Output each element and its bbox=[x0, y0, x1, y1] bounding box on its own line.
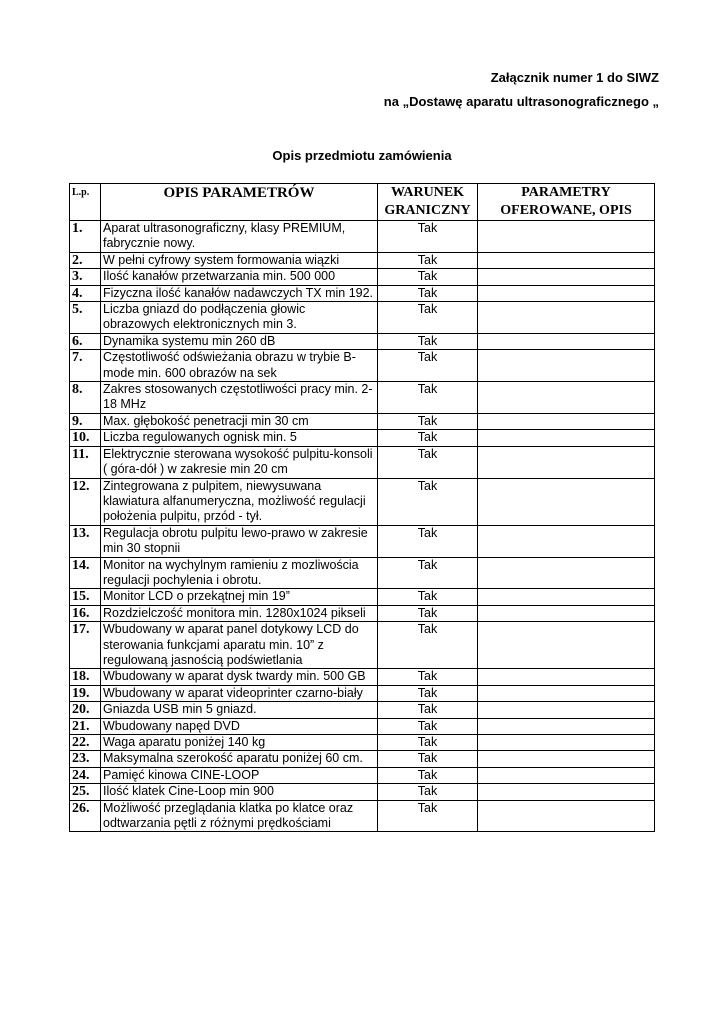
row-number: 23. bbox=[70, 751, 101, 767]
table-row bbox=[70, 413, 655, 429]
table-row bbox=[70, 382, 655, 414]
row-number: 12. bbox=[70, 478, 101, 525]
row-offered-parameters bbox=[478, 800, 655, 832]
row-requirement: Tak bbox=[378, 382, 478, 414]
header-offered-line1: PARAMETRY bbox=[521, 185, 611, 200]
row-description: Zakres stosowanych częstotliwości pracy min. 2-18 MHz bbox=[101, 382, 378, 414]
row-number: 4. bbox=[70, 285, 101, 301]
row-requirement: Tak bbox=[378, 767, 478, 783]
row-offered-parameters bbox=[478, 221, 655, 253]
row-offered-parameters bbox=[478, 350, 655, 382]
table-row bbox=[70, 767, 655, 783]
table-row bbox=[70, 685, 655, 701]
row-description: Max. głębokość penetracji min 30 cm bbox=[101, 413, 378, 429]
row-description: Liczba gniazd do podłączenia głowic obrazowych elektronicznych min 3. bbox=[101, 302, 378, 334]
row-description: Zintegrowana z pulpitem, niewysuwana klawiatura alfanumeryczna, możliwość regulacji położenia pulpitu, przód - tył. bbox=[101, 478, 378, 525]
row-offered-parameters bbox=[478, 382, 655, 414]
specification-table bbox=[69, 183, 655, 832]
row-offered-parameters bbox=[478, 767, 655, 783]
header-lp: L.p. bbox=[70, 184, 101, 221]
table-body bbox=[70, 221, 655, 832]
row-number: 19. bbox=[70, 685, 101, 701]
row-number: 9. bbox=[70, 413, 101, 429]
row-description: Regulacja obrotu pulpitu lewo-prawo w zakresie min 30 stopnii bbox=[101, 525, 378, 557]
row-requirement: Tak bbox=[378, 350, 478, 382]
row-requirement: Tak bbox=[378, 784, 478, 800]
row-number: 8. bbox=[70, 382, 101, 414]
row-offered-parameters bbox=[478, 333, 655, 349]
row-description: Ilość kanałów przetwarzania min. 500 000 bbox=[101, 269, 378, 285]
row-requirement: Tak bbox=[378, 269, 478, 285]
row-description: Monitor na wychylnym ramieniu z mozliwościa regulacji pochylenia i obrotu. bbox=[101, 557, 378, 589]
row-requirement: Tak bbox=[378, 589, 478, 605]
table-row bbox=[70, 702, 655, 718]
table-row bbox=[70, 718, 655, 734]
table-row bbox=[70, 446, 655, 478]
row-offered-parameters bbox=[478, 605, 655, 621]
row-number: 18. bbox=[70, 669, 101, 685]
table-row bbox=[70, 478, 655, 525]
row-offered-parameters bbox=[478, 735, 655, 751]
row-description: Ilość klatek Cine-Loop min 900 bbox=[101, 784, 378, 800]
row-offered-parameters bbox=[478, 430, 655, 446]
row-requirement: Tak bbox=[378, 446, 478, 478]
row-requirement: Tak bbox=[378, 285, 478, 301]
row-requirement: Tak bbox=[378, 669, 478, 685]
row-description: Wbudowany napęd DVD bbox=[101, 718, 378, 734]
row-description: Możliwość przeglądania klatka po klatce oraz odtwarzania pętli z różnymi prędkościami bbox=[101, 800, 378, 832]
row-requirement: Tak bbox=[378, 800, 478, 832]
row-requirement: Tak bbox=[378, 413, 478, 429]
header-offered-line2: OFEROWANE, OPIS bbox=[500, 203, 632, 218]
row-offered-parameters bbox=[478, 784, 655, 800]
row-number: 22. bbox=[70, 735, 101, 751]
row-requirement: Tak bbox=[378, 702, 478, 718]
header-requirement bbox=[378, 184, 478, 221]
row-requirement: Tak bbox=[378, 430, 478, 446]
row-number: 6. bbox=[70, 333, 101, 349]
row-offered-parameters bbox=[478, 269, 655, 285]
row-requirement: Tak bbox=[378, 557, 478, 589]
table-row bbox=[70, 221, 655, 253]
row-number: 17. bbox=[70, 622, 101, 669]
row-description: Częstotliwość odświeżania obrazu w trybie B-mode min. 600 obrazów na sek bbox=[101, 350, 378, 382]
row-number: 15. bbox=[70, 589, 101, 605]
row-offered-parameters bbox=[478, 302, 655, 334]
row-requirement: Tak bbox=[378, 622, 478, 669]
row-number: 14. bbox=[70, 557, 101, 589]
row-number: 5. bbox=[70, 302, 101, 334]
row-requirement: Tak bbox=[378, 221, 478, 253]
row-requirement: Tak bbox=[378, 525, 478, 557]
table-row bbox=[70, 285, 655, 301]
row-offered-parameters bbox=[478, 252, 655, 268]
row-offered-parameters bbox=[478, 702, 655, 718]
row-description: Waga aparatu poniżej 140 kg bbox=[101, 735, 378, 751]
row-requirement: Tak bbox=[378, 333, 478, 349]
header-requirement-line1: WARUNEK bbox=[390, 185, 465, 200]
table-row bbox=[70, 333, 655, 349]
row-requirement: Tak bbox=[378, 735, 478, 751]
row-description: Pamięć kinowa CINE-LOOP bbox=[101, 767, 378, 783]
page-title: Opis przedmiotu zamówienia bbox=[272, 148, 452, 163]
row-number: 11. bbox=[70, 446, 101, 478]
header-requirement-line2: GRANICZNY bbox=[384, 203, 471, 218]
row-description: Maksymalna szerokość aparatu poniżej 60 cm. bbox=[101, 751, 378, 767]
row-description: Rozdzielczość monitora min. 1280x1024 pikseli bbox=[101, 605, 378, 621]
row-requirement: Tak bbox=[378, 252, 478, 268]
header-description: OPIS PARAMETRÓW bbox=[101, 184, 378, 221]
row-requirement: Tak bbox=[378, 302, 478, 334]
table-header-row bbox=[70, 184, 655, 221]
row-description: Liczba regulowanych ognisk min. 5 bbox=[101, 430, 378, 446]
row-offered-parameters bbox=[478, 478, 655, 525]
table-row bbox=[70, 269, 655, 285]
row-requirement: Tak bbox=[378, 718, 478, 734]
row-number: 7. bbox=[70, 350, 101, 382]
row-number: 10. bbox=[70, 430, 101, 446]
row-offered-parameters bbox=[478, 718, 655, 734]
row-description: Dynamika systemu min 260 dB bbox=[101, 333, 378, 349]
table-row bbox=[70, 784, 655, 800]
row-description: Monitor LCD o przekątnej min 19” bbox=[101, 589, 378, 605]
row-offered-parameters bbox=[478, 669, 655, 685]
row-offered-parameters bbox=[478, 285, 655, 301]
row-description: Fizyczna ilość kanałów nadawczych TX min 192. bbox=[101, 285, 378, 301]
row-offered-parameters bbox=[478, 751, 655, 767]
table-row bbox=[70, 751, 655, 767]
table-row bbox=[70, 430, 655, 446]
table-row bbox=[70, 605, 655, 621]
row-offered-parameters bbox=[478, 685, 655, 701]
row-number: 16. bbox=[70, 605, 101, 621]
row-description: W pełni cyfrowy system formowania wiązki bbox=[101, 252, 378, 268]
tender-subject: na „Dostawę aparatu ultrasonograficznego „ bbox=[383, 94, 659, 109]
row-offered-parameters bbox=[478, 622, 655, 669]
row-description: Aparat ultrasonograficzny, klasy PREMIUM, fabrycznie nowy. bbox=[101, 221, 378, 253]
row-description: Gniazda USB min 5 gniazd. bbox=[101, 702, 378, 718]
row-number: 20. bbox=[70, 702, 101, 718]
row-number: 3. bbox=[70, 269, 101, 285]
header-offered bbox=[478, 184, 655, 221]
table-row bbox=[70, 800, 655, 832]
row-number: 25. bbox=[70, 784, 101, 800]
row-description: Elektrycznie sterowana wysokość pulpitu-konsoli ( góra-dół ) w zakresie min 20 cm bbox=[101, 446, 378, 478]
row-offered-parameters bbox=[478, 446, 655, 478]
table-row bbox=[70, 350, 655, 382]
row-number: 1. bbox=[70, 221, 101, 253]
row-offered-parameters bbox=[478, 413, 655, 429]
table-row bbox=[70, 669, 655, 685]
row-number: 26. bbox=[70, 800, 101, 832]
table-row bbox=[70, 252, 655, 268]
table-row bbox=[70, 589, 655, 605]
row-number: 13. bbox=[70, 525, 101, 557]
table-row bbox=[70, 302, 655, 334]
row-offered-parameters bbox=[478, 589, 655, 605]
row-offered-parameters bbox=[478, 525, 655, 557]
attachment-title: Załącznik numer 1 do SIWZ bbox=[490, 70, 659, 85]
row-requirement: Tak bbox=[378, 685, 478, 701]
table-row bbox=[70, 557, 655, 589]
row-description: Wbudowany w aparat dysk twardy min. 500 GB bbox=[101, 669, 378, 685]
row-number: 2. bbox=[70, 252, 101, 268]
table-row bbox=[70, 735, 655, 751]
row-requirement: Tak bbox=[378, 605, 478, 621]
row-number: 24. bbox=[70, 767, 101, 783]
row-requirement: Tak bbox=[378, 751, 478, 767]
table-row bbox=[70, 622, 655, 669]
row-number: 21. bbox=[70, 718, 101, 734]
table-row bbox=[70, 525, 655, 557]
row-requirement: Tak bbox=[378, 478, 478, 525]
row-offered-parameters bbox=[478, 557, 655, 589]
row-description: Wbudowany w aparat panel dotykowy LCD do sterowania funkcjami aparatu min. 10” z regulowaną jasnością podświetlania bbox=[101, 622, 378, 669]
row-description: Wbudowany w aparat videoprinter czarno-biały bbox=[101, 685, 378, 701]
